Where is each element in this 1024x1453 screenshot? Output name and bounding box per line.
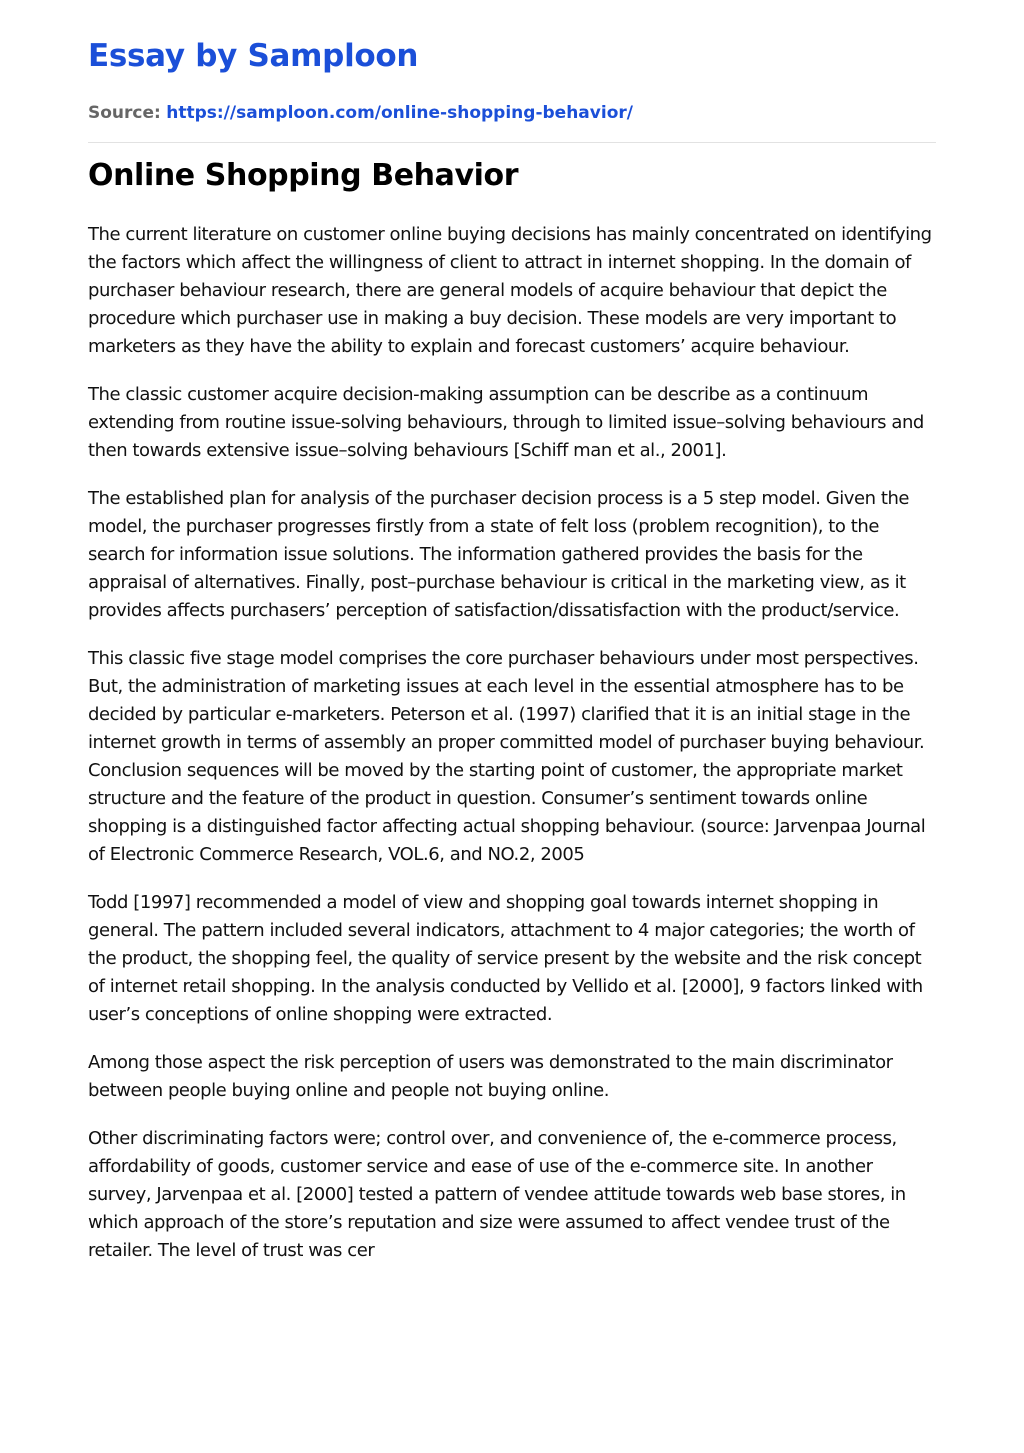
essay-paragraph: Other discriminating factors were; control over, and convenience of, the e-commerce process, affordability of goods, customer service and ease of use of the e-commerce site. In another survey, Jarvenpaa et al. [2000] tested a pattern of vendee attitude towards web base stores, in which approach of the store’s reputation and size were assumed to affect vendee trust of the retailer. The level of trust was cer xyxy=(88,1128,906,1261)
essay-paragraph: The established plan for analysis of the purchaser decision process is a 5 step model. Given the model, the purchaser progresses firstly from a state of felt loss (problem recognition), to the search for information issue solutions. The information gathered provides the basis for the appraisal of alternatives. Finally, post–purchase behaviour is critical in the marketing view, as it provides affects purchasers’ perception of satisfaction/dissatisfaction with the product/service. xyxy=(88,488,910,621)
source-link[interactable]: https://samploon.com/online-shopping-behavior/ xyxy=(166,103,633,123)
source-line xyxy=(88,101,633,125)
essay-paragraph: Among those aspect the risk perception of users was demonstrated to the main discriminator between people buying online and people not buying online. xyxy=(88,1052,893,1101)
source-label: Source: xyxy=(88,103,161,123)
essay-paragraph: This classic five stage model comprises the core purchaser behaviours under most perspectives. But, the administration of marketing issues at each level in the essential atmosphere has to be decided by particular e-marketers. Peterson et al. (1997) clarified that it is an initial stage in the internet growth in terms of assembly an proper committed model of purchaser buying behaviour. Conclusion sequences will be moved by the starting point of customer, the appropriate market structure and the feature of the product in question. Consumer’s sentiment towards online shopping is a distinguished factor affecting actual shopping behaviour. (source: Jarvenpaa Journal of Electronic Commerce Research, VOL.6, and NO.2, 2005 xyxy=(88,648,926,865)
brand-title: Essay by Samploon xyxy=(88,38,419,74)
essay-title: Online Shopping Behavior xyxy=(88,158,519,193)
essay-paragraph: The classic customer acquire decision-making assumption can be describe as a continuum extending from routine issue-solving behaviours, through to limited issue–solving behaviours and then towards extensive issue–solving behaviours [Schiff man et al., 2001]. xyxy=(88,384,924,461)
header-divider xyxy=(88,142,936,143)
essay-paragraph: Todd [1997] recommended a model of view and shopping goal towards internet shopping in general. The pattern included several indicators, attachment to 4 major categories; the worth of the product, the shopping feel, the quality of service present by the website and the risk concept of internet retail shopping. In the analysis conducted by Vellido et al. [2000], 9 factors linked with user’s conceptions of online shopping were extracted. xyxy=(88,892,923,1025)
essay-body xyxy=(88,221,936,1285)
essay-paragraph: The current literature on customer online buying decisions has mainly concentrated on identifying the factors which affect the willingness of client to attract in internet shopping. In the domain of purchaser behaviour research, there are general models of acquire behaviour that depict the procedure which purchaser use in making a buy decision. These models are very important to marketers as they have the ability to explain and forecast customers’ acquire behaviour. xyxy=(88,224,932,357)
